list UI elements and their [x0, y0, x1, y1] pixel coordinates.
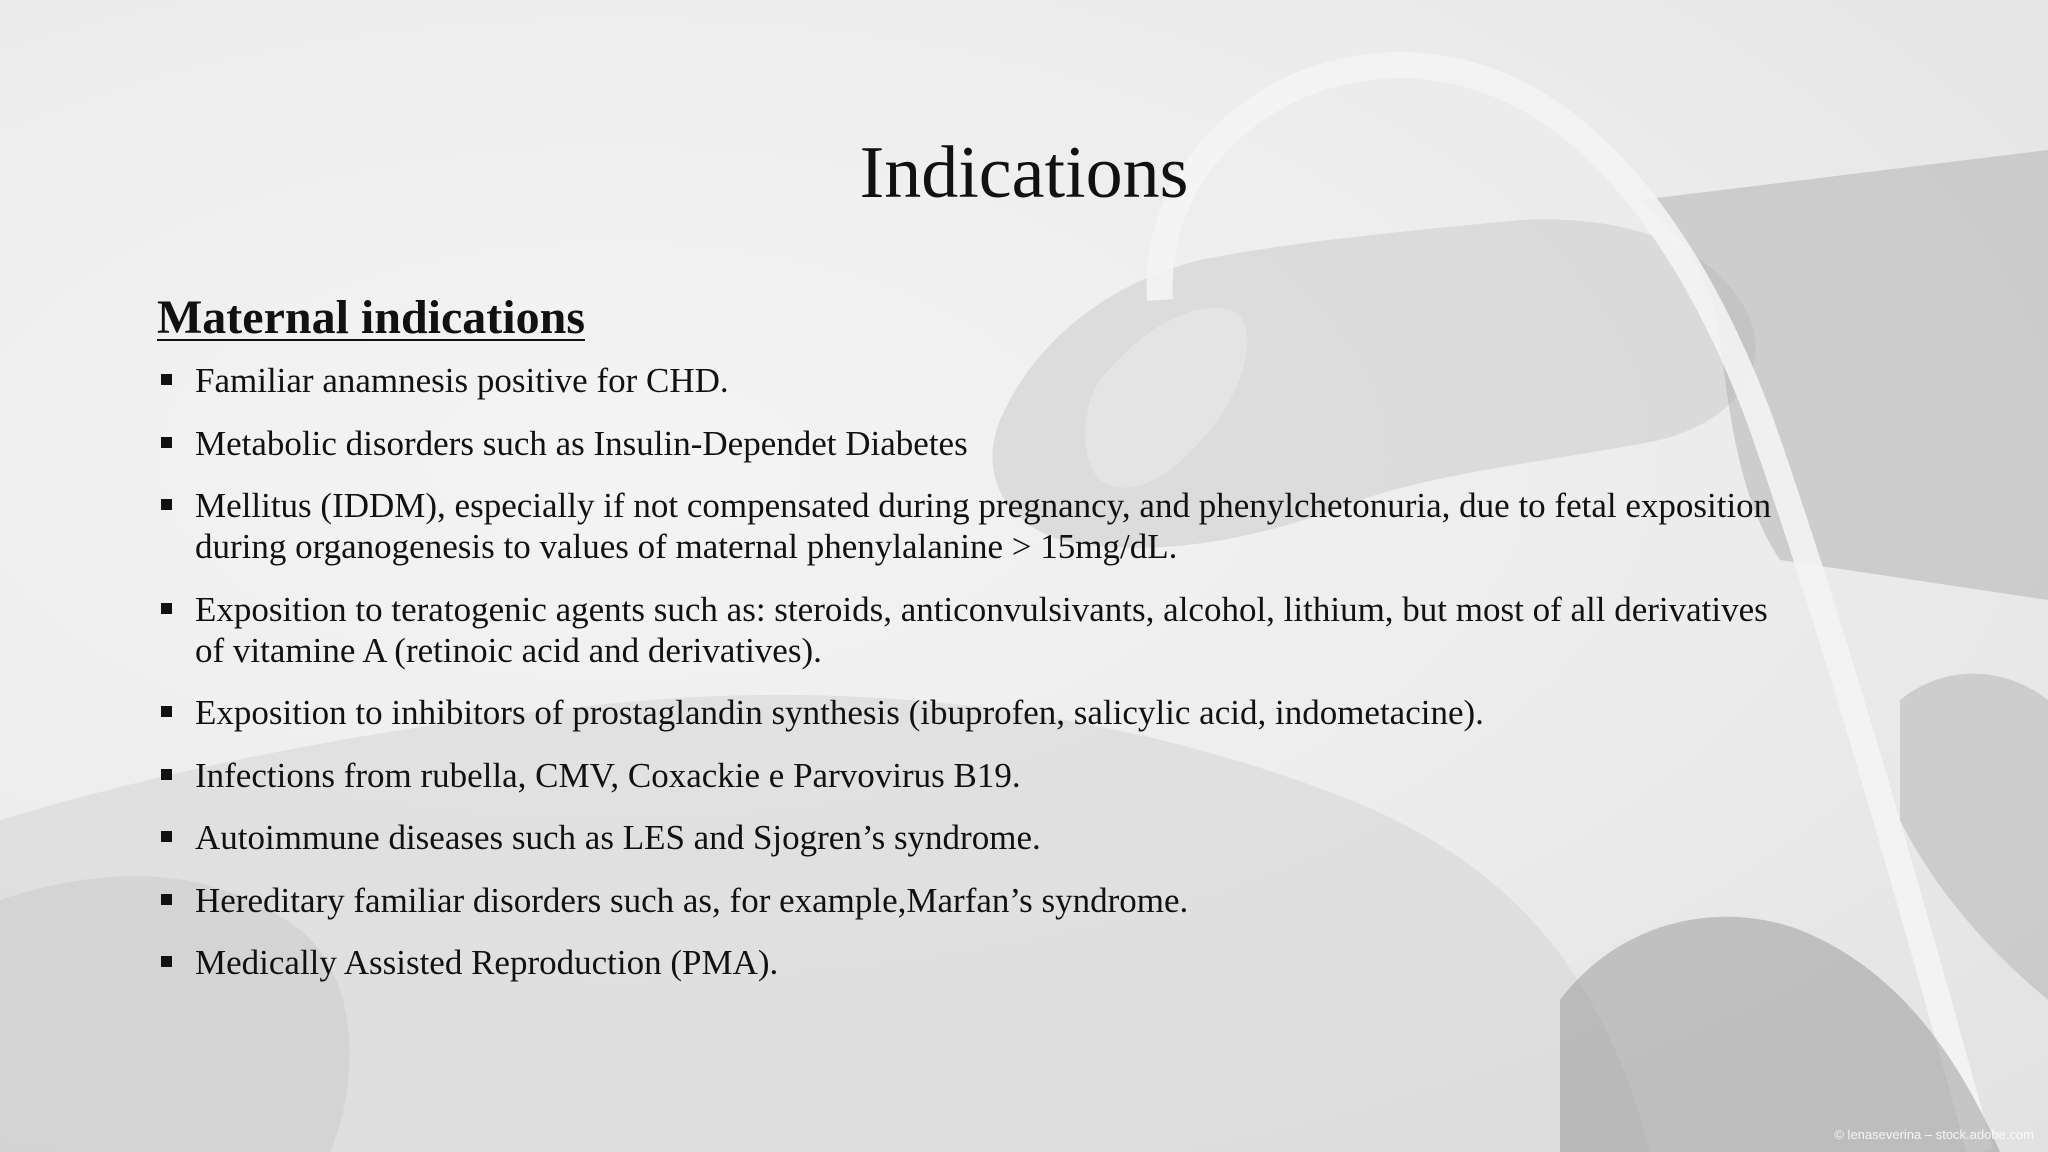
square-bullet-icon: [161, 437, 172, 448]
square-bullet-icon: [161, 769, 172, 780]
list-item: [157, 589, 1797, 671]
list-item: [157, 942, 1797, 983]
list-item-text: Exposition to teratogenic agents such as: steroids, anticonvulsivants, alcohol, lithium, but most of all derivatives of vitamine A (retinoic acid and derivatives).: [195, 589, 1768, 670]
square-bullet-icon: [161, 894, 172, 905]
list-item-text: Medically Assisted Reproduction (PMA).: [195, 943, 779, 982]
list-item-text: Infections from rubella, CMV, Coxackie e Parvovirus B19.: [195, 755, 1021, 795]
list-item: [157, 423, 1797, 464]
list-item: [157, 692, 1797, 733]
square-bullet-icon: [161, 499, 172, 510]
list-item: [157, 817, 1797, 858]
list-item: [157, 755, 1797, 796]
list-item-text: Exposition to inhibitors of prostaglandin synthesis (ibuprofen, salicylic acid, indometacine).: [195, 693, 1484, 732]
slide-title: Indications: [859, 132, 1189, 214]
list-item-text: Familiar anamnesis positive for CHD.: [195, 361, 729, 400]
section-heading: Maternal indications: [157, 291, 585, 344]
square-bullet-icon: [161, 603, 172, 614]
indications-list: [157, 360, 1797, 983]
square-bullet-icon: [161, 831, 172, 842]
list-item-text: Mellitus (IDDM), especially if not compensated during pregnancy, and phenylchetonuria, due to fetal exposition during organogenesis to values of maternal phenylalanine > 15mg/dL.: [195, 486, 1772, 566]
square-bullet-icon: [161, 706, 172, 717]
image-watermark: © lenaseverina – stock.adobe.com: [1834, 1127, 2034, 1142]
list-item-text: Autoimmune diseases such as LES and Sjogren’s syndrome.: [195, 818, 1041, 857]
square-bullet-icon: [161, 956, 172, 967]
list-item: [157, 360, 1797, 401]
list-item: [157, 485, 1797, 567]
list-item-text: Metabolic disorders such as Insulin-Dependet Diabetes: [195, 423, 968, 463]
square-bullet-icon: [161, 374, 172, 385]
list-item: [157, 880, 1797, 921]
slide-content: [157, 288, 1797, 1005]
list-item-text: Hereditary familiar disorders such as, for example,Marfan’s syndrome.: [195, 880, 1189, 920]
